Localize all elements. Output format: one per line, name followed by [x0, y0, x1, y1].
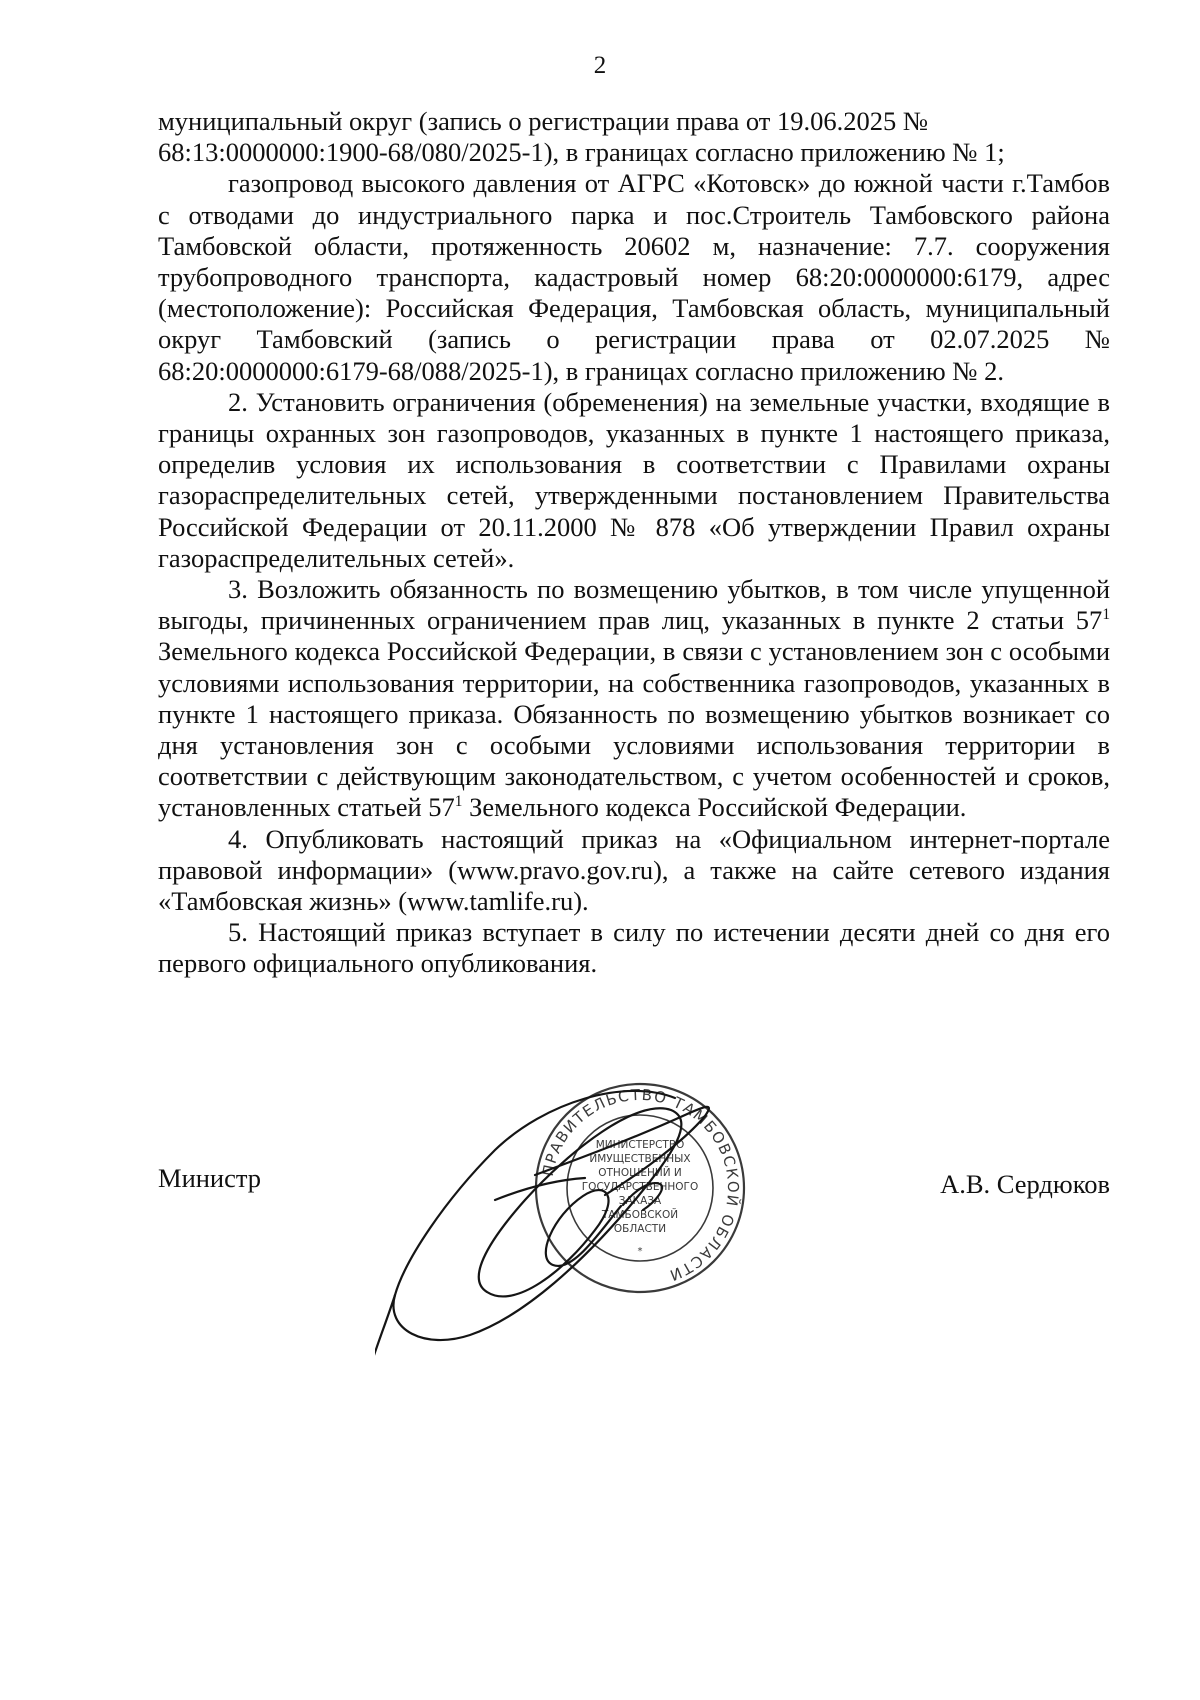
- svg-text:ИМУЩЕСТВЕННЫХ: ИМУЩЕСТВЕННЫХ: [589, 1153, 691, 1165]
- paragraph-item-4: 4. Опубликовать настоящий приказ на «Официальном интернет-портале правовой информации» (www.pravo.gov.ru), а также на сайте сетевого издания «Тамбовская жизнь» (www.tamlife.ru).: [158, 823, 1110, 917]
- svg-text:ЗАКАЗА: ЗАКАЗА: [618, 1195, 662, 1207]
- document-body: [158, 106, 1110, 980]
- signatory-title: Министр: [158, 1163, 262, 1193]
- paragraph-item-2: 2. Установить ограничения (обременения) на земельные участки, входящие в границы охранных зон газопроводов, указанных в пункте 1 настоящего приказа, определив условия их использования в соответствии с Правилами охраны газораспределительных сетей, утвержденными постановлением Правительства Российской Федерации от 20.11.2000 № 878 «Об утверждении Правил охраны газораспределительных сетей».: [158, 386, 1110, 573]
- svg-text:ОТНОШЕНИЙ И: ОТНОШЕНИЙ И: [598, 1167, 682, 1179]
- handwritten-signature: [375, 1080, 755, 1370]
- signatory-name: А.В. Сердюков: [940, 1169, 1110, 1199]
- superscript-1: 1: [1102, 606, 1110, 624]
- svg-text:ПРАВИТЕЛЬСТВО ТАМБОВСКОЙ ОБЛАС: ПРАВИТЕЛЬСТВО ТАМБОВСКОЙ ОБЛАСТИ: [538, 1085, 743, 1285]
- svg-text:ТАМБОВСКОЙ: ТАМБОВСКОЙ: [601, 1209, 679, 1221]
- svg-text:МИНИСТЕРСТВО: МИНИСТЕРСТВО: [595, 1139, 685, 1151]
- item-3-part-b: Земельного кодекса Российской Федерации, в связи с установлением зон с особыми условиями использования территории, на собственника газопроводов, указанных в пункте 1 настоящего приказа. Обязанность по возмещению убытков возникает со дня установления зон с особыми условиями использования территории в соответствии с действующим законодательством, с учетом особенностей и сроков, установленных статьей 57: [158, 636, 1110, 823]
- paragraph-continuation: муниципальный округ (запись о регистрации права от 19.06.2025 № 68:13:0000000:1900-68/080/2025-1), в границах согласно приложению № 1;: [158, 106, 1005, 168]
- item-3-part-a: 3. Возложить обязанность по возмещению убытков, в том числе упущенной выгоды, причиненных ограничением прав лиц, указанных в пункте 2 статьи 57: [158, 574, 1110, 636]
- item-3-part-c: Земельного кодекса Российской Федерации.: [462, 792, 967, 823]
- paragraph-gas-pipeline: газопровод высокого давления от АГРС «Котовск» до южной части г.Тамбов с отводами до индустриального парка и пос.Строитель Тамбовского района Тамбовской области, протяженность 20602 м, назначение: 7.7. сооружения трубопроводного транспорта, кадастровый номер 68:20:0000000:6179, адрес (местоположение): Российская Федерация, Тамбовская область, муниципальный округ Тамбовский (запись о регистрации права от 02.07.2025 № 68:20:0000000:6179-68/088/2025-1), в границах согласно приложению № 2.: [158, 168, 1110, 386]
- svg-text:*: *: [637, 1246, 643, 1257]
- page-number: 2: [593, 52, 607, 79]
- paragraph-item-5: 5. Настоящий приказ вступает в силу по истечении десяти дней со дня его первого официального опубликования.: [158, 917, 1110, 979]
- paragraph-item-3: [158, 574, 1110, 824]
- superscript-2: 1: [454, 793, 463, 811]
- svg-text:ОБЛАСТИ: ОБЛАСТИ: [613, 1223, 667, 1235]
- svg-text:ГОСУДАРСТВЕННОГО: ГОСУДАРСТВЕННОГО: [581, 1181, 699, 1193]
